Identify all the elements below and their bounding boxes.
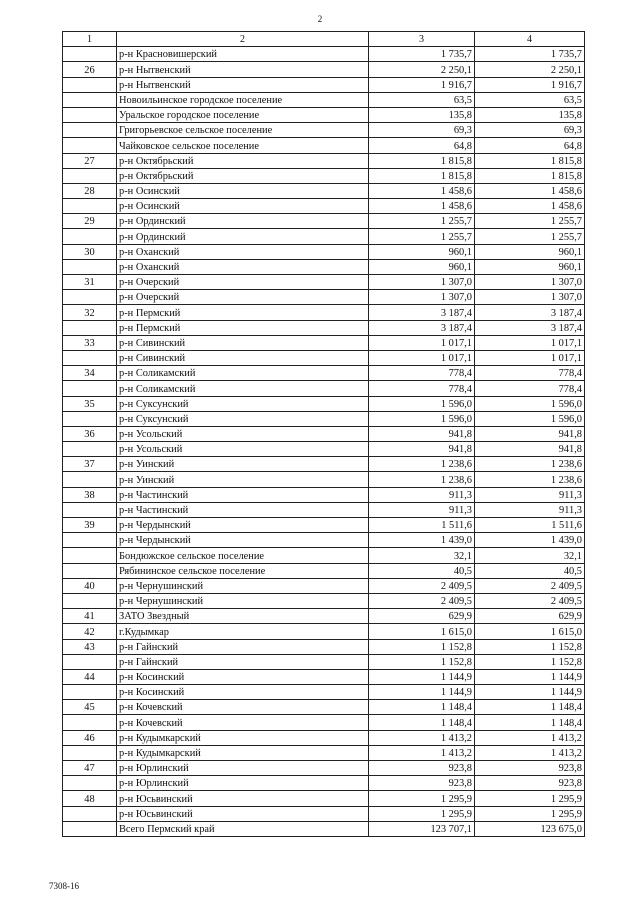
- value-col3: 1 295,9: [369, 791, 475, 806]
- row-number: 30: [63, 244, 117, 259]
- table-row: [63, 214, 585, 229]
- district-name: р-н Чернушинский: [117, 593, 369, 608]
- district-name: р-н Суксунский: [117, 396, 369, 411]
- table-row: [63, 669, 585, 684]
- value-col4: 1 307,0: [475, 275, 585, 290]
- value-col4: 1 413,2: [475, 745, 585, 760]
- value-col4: 1 148,4: [475, 715, 585, 730]
- district-name: г.Кудымкар: [117, 624, 369, 639]
- table-row: [63, 442, 585, 457]
- value-col3: 911,3: [369, 487, 475, 502]
- row-number: [63, 92, 117, 107]
- value-col4: 1 815,8: [475, 153, 585, 168]
- row-number: [63, 821, 117, 836]
- table-row: [63, 107, 585, 122]
- table-body: [63, 47, 585, 837]
- value-col3: 960,1: [369, 259, 475, 274]
- value-col4: 629,9: [475, 609, 585, 624]
- row-number: [63, 320, 117, 335]
- row-number: [63, 745, 117, 760]
- value-col3: 1 144,9: [369, 669, 475, 684]
- row-number: 31: [63, 275, 117, 290]
- district-name: р-н Нытвенский: [117, 77, 369, 92]
- district-name: р-н Соликамский: [117, 381, 369, 396]
- district-name: р-н Пермский: [117, 320, 369, 335]
- table-row: [63, 518, 585, 533]
- district-name: Григорьевское сельское поселение: [117, 123, 369, 138]
- district-name: р-н Октябрьский: [117, 153, 369, 168]
- district-name: р-н Суксунский: [117, 411, 369, 426]
- value-col3: 1 413,2: [369, 745, 475, 760]
- value-col4: 1 439,0: [475, 533, 585, 548]
- table-row: [63, 381, 585, 396]
- value-col3: 1 255,7: [369, 229, 475, 244]
- table-row: [63, 153, 585, 168]
- district-name: р-н Осинский: [117, 199, 369, 214]
- row-number: [63, 290, 117, 305]
- column-header-2: 2: [117, 32, 369, 47]
- district-name: р-н Сивинский: [117, 335, 369, 350]
- row-number: 46: [63, 730, 117, 745]
- value-col4: 1 458,6: [475, 199, 585, 214]
- row-number: [63, 381, 117, 396]
- value-col4: 2 250,1: [475, 62, 585, 77]
- document-code: 7308-16: [49, 881, 79, 891]
- row-number: 26: [63, 62, 117, 77]
- table-row: [63, 457, 585, 472]
- table-row: [63, 244, 585, 259]
- value-col3: 1 439,0: [369, 533, 475, 548]
- value-col4: 941,8: [475, 442, 585, 457]
- row-number: 44: [63, 669, 117, 684]
- value-col4: 960,1: [475, 259, 585, 274]
- value-col3: 69,3: [369, 123, 475, 138]
- value-col4: 1 144,9: [475, 669, 585, 684]
- table-row: [63, 199, 585, 214]
- value-col3: 1 511,6: [369, 518, 475, 533]
- value-col3: 1 307,0: [369, 275, 475, 290]
- value-col4: 1 238,6: [475, 457, 585, 472]
- value-col4: 1 152,8: [475, 639, 585, 654]
- district-name: р-н Косинский: [117, 669, 369, 684]
- value-col4: 1 255,7: [475, 229, 585, 244]
- value-col4: 32,1: [475, 548, 585, 563]
- value-col4: 1 255,7: [475, 214, 585, 229]
- district-name: р-н Осинский: [117, 183, 369, 198]
- row-number: [63, 259, 117, 274]
- district-name: р-н Красновишерский: [117, 47, 369, 62]
- value-col3: 2 250,1: [369, 62, 475, 77]
- data-table: [62, 31, 585, 837]
- value-col4: 1 916,7: [475, 77, 585, 92]
- table-row: [63, 776, 585, 791]
- table-row: [63, 821, 585, 836]
- district-name: р-н Оханский: [117, 244, 369, 259]
- value-col4: 1 413,2: [475, 730, 585, 745]
- table-row: [63, 639, 585, 654]
- value-col4: 135,8: [475, 107, 585, 122]
- district-name: Всего Пермский край: [117, 821, 369, 836]
- value-col3: 1 152,8: [369, 639, 475, 654]
- value-col3: 123 707,1: [369, 821, 475, 836]
- value-col3: 778,4: [369, 381, 475, 396]
- row-number: [63, 685, 117, 700]
- table-row: [63, 502, 585, 517]
- table-row: [63, 426, 585, 441]
- district-name: р-н Усольский: [117, 442, 369, 457]
- value-col4: 64,8: [475, 138, 585, 153]
- row-number: [63, 168, 117, 183]
- table-row: [63, 761, 585, 776]
- value-col3: 1 148,4: [369, 715, 475, 730]
- table-row: [63, 168, 585, 183]
- district-name: р-н Юсьвинский: [117, 806, 369, 821]
- district-name: р-н Очерский: [117, 275, 369, 290]
- value-col3: 1 458,6: [369, 199, 475, 214]
- value-col4: 960,1: [475, 244, 585, 259]
- value-col4: 1 735,7: [475, 47, 585, 62]
- row-number: [63, 411, 117, 426]
- district-name: р-н Уинский: [117, 457, 369, 472]
- value-col3: 1 815,8: [369, 168, 475, 183]
- table-row: [63, 685, 585, 700]
- value-col3: 1 238,6: [369, 457, 475, 472]
- district-name: Бондюжское сельское поселение: [117, 548, 369, 563]
- table-row: [63, 745, 585, 760]
- table-row: [63, 578, 585, 593]
- table-row: [63, 290, 585, 305]
- value-col4: 778,4: [475, 381, 585, 396]
- row-number: 27: [63, 153, 117, 168]
- page-number: 2: [317, 14, 323, 24]
- table-row: [63, 396, 585, 411]
- table-row: [63, 791, 585, 806]
- district-name: р-н Кудымкарский: [117, 730, 369, 745]
- table-row: [63, 411, 585, 426]
- value-col4: 1 511,6: [475, 518, 585, 533]
- row-number: 38: [63, 487, 117, 502]
- row-number: [63, 654, 117, 669]
- value-col3: 3 187,4: [369, 320, 475, 335]
- table-row: [63, 624, 585, 639]
- value-col3: 1 307,0: [369, 290, 475, 305]
- value-col3: 941,8: [369, 426, 475, 441]
- value-col4: 923,8: [475, 761, 585, 776]
- district-name: ЗАТО Звездный: [117, 609, 369, 624]
- value-col4: 1 295,9: [475, 791, 585, 806]
- table-row: [63, 715, 585, 730]
- district-name: р-н Ординский: [117, 214, 369, 229]
- value-col4: 2 409,5: [475, 578, 585, 593]
- district-name: р-н Юсьвинский: [117, 791, 369, 806]
- row-number: [63, 442, 117, 457]
- value-col3: 960,1: [369, 244, 475, 259]
- table-row: [63, 320, 585, 335]
- value-col3: 1 815,8: [369, 153, 475, 168]
- district-name: р-н Частинский: [117, 502, 369, 517]
- value-col3: 1 596,0: [369, 396, 475, 411]
- table-row: [63, 700, 585, 715]
- value-col4: 1 152,8: [475, 654, 585, 669]
- row-number: [63, 563, 117, 578]
- table-row: [63, 305, 585, 320]
- value-col4: 1 017,1: [475, 335, 585, 350]
- value-col3: 778,4: [369, 366, 475, 381]
- row-number: 28: [63, 183, 117, 198]
- value-col4: 778,4: [475, 366, 585, 381]
- row-number: [63, 776, 117, 791]
- value-col3: 63,5: [369, 92, 475, 107]
- value-col4: 911,3: [475, 502, 585, 517]
- district-name: р-н Чернушинский: [117, 578, 369, 593]
- value-col4: 1 148,4: [475, 700, 585, 715]
- district-name: р-н Усольский: [117, 426, 369, 441]
- value-col4: 3 187,4: [475, 320, 585, 335]
- value-col3: 1 017,1: [369, 335, 475, 350]
- district-name: р-н Гайнский: [117, 639, 369, 654]
- value-col4: 1 615,0: [475, 624, 585, 639]
- value-col3: 1 413,2: [369, 730, 475, 745]
- row-number: 37: [63, 457, 117, 472]
- row-number: 36: [63, 426, 117, 441]
- row-number: 32: [63, 305, 117, 320]
- value-col3: 1 144,9: [369, 685, 475, 700]
- row-number: 34: [63, 366, 117, 381]
- value-col4: 123 675,0: [475, 821, 585, 836]
- row-number: 39: [63, 518, 117, 533]
- district-name: р-н Сивинский: [117, 350, 369, 365]
- row-number: [63, 47, 117, 62]
- row-number: [63, 502, 117, 517]
- value-col3: 1 148,4: [369, 700, 475, 715]
- district-name: р-н Соликамский: [117, 366, 369, 381]
- row-number: 41: [63, 609, 117, 624]
- row-number: 33: [63, 335, 117, 350]
- value-col3: 1 615,0: [369, 624, 475, 639]
- table-row: [63, 730, 585, 745]
- table-row: [63, 472, 585, 487]
- value-col3: 1 735,7: [369, 47, 475, 62]
- district-name: р-н Ординский: [117, 229, 369, 244]
- value-col3: 1 295,9: [369, 806, 475, 821]
- table-row: [63, 654, 585, 669]
- value-col4: 69,3: [475, 123, 585, 138]
- table-row: [63, 335, 585, 350]
- value-col3: 1 017,1: [369, 350, 475, 365]
- table-row: [63, 62, 585, 77]
- district-name: р-н Гайнский: [117, 654, 369, 669]
- district-name: Рябининское сельское поселение: [117, 563, 369, 578]
- district-name: Новоильинское городское поселение: [117, 92, 369, 107]
- row-number: [63, 715, 117, 730]
- row-number: [63, 107, 117, 122]
- row-number: 43: [63, 639, 117, 654]
- row-number: [63, 229, 117, 244]
- row-number: [63, 806, 117, 821]
- district-name: р-н Чердынский: [117, 533, 369, 548]
- value-col4: 40,5: [475, 563, 585, 578]
- row-number: [63, 350, 117, 365]
- value-col3: 40,5: [369, 563, 475, 578]
- value-col4: 1 295,9: [475, 806, 585, 821]
- district-name: р-н Чердынский: [117, 518, 369, 533]
- value-col4: 923,8: [475, 776, 585, 791]
- table-row: [63, 183, 585, 198]
- row-number: [63, 123, 117, 138]
- table-row: [63, 229, 585, 244]
- value-col4: 911,3: [475, 487, 585, 502]
- table-row: [63, 593, 585, 608]
- column-header-3: 3: [369, 32, 475, 47]
- value-col4: 1 017,1: [475, 350, 585, 365]
- value-col4: 941,8: [475, 426, 585, 441]
- district-name: Чайковское сельское поселение: [117, 138, 369, 153]
- row-number: 48: [63, 791, 117, 806]
- district-name: р-н Кудымкарский: [117, 745, 369, 760]
- row-number: 45: [63, 700, 117, 715]
- value-col4: 1 307,0: [475, 290, 585, 305]
- value-col3: 911,3: [369, 502, 475, 517]
- value-col4: 63,5: [475, 92, 585, 107]
- district-name: р-н Юрлинский: [117, 776, 369, 791]
- table-row: [63, 548, 585, 563]
- district-name: Уральское городское поселение: [117, 107, 369, 122]
- value-col3: 3 187,4: [369, 305, 475, 320]
- district-name: р-н Октябрьский: [117, 168, 369, 183]
- table-row: [63, 806, 585, 821]
- row-number: 29: [63, 214, 117, 229]
- value-col4: 1 815,8: [475, 168, 585, 183]
- district-name: р-н Нытвенский: [117, 62, 369, 77]
- value-col4: 3 187,4: [475, 305, 585, 320]
- value-col3: 1 152,8: [369, 654, 475, 669]
- value-col4: 1 596,0: [475, 411, 585, 426]
- district-name: р-н Оханский: [117, 259, 369, 274]
- table-row: [63, 366, 585, 381]
- value-col3: 629,9: [369, 609, 475, 624]
- value-col3: 2 409,5: [369, 593, 475, 608]
- value-col3: 64,8: [369, 138, 475, 153]
- table-row: [63, 92, 585, 107]
- table-row: [63, 123, 585, 138]
- district-name: р-н Косинский: [117, 685, 369, 700]
- header-row: [63, 32, 585, 47]
- row-number: 42: [63, 624, 117, 639]
- district-name: р-н Кочевский: [117, 715, 369, 730]
- district-name: р-н Юрлинский: [117, 761, 369, 776]
- table-row: [63, 275, 585, 290]
- table-row: [63, 563, 585, 578]
- row-number: 47: [63, 761, 117, 776]
- row-number: [63, 548, 117, 563]
- value-col4: 1 596,0: [475, 396, 585, 411]
- value-col3: 1 596,0: [369, 411, 475, 426]
- value-col3: 941,8: [369, 442, 475, 457]
- value-col3: 135,8: [369, 107, 475, 122]
- district-name: р-н Кочевский: [117, 700, 369, 715]
- value-col3: 923,8: [369, 761, 475, 776]
- district-name: р-н Очерский: [117, 290, 369, 305]
- column-header-1: 1: [63, 32, 117, 47]
- district-name: р-н Частинский: [117, 487, 369, 502]
- value-col4: 2 409,5: [475, 593, 585, 608]
- row-number: 35: [63, 396, 117, 411]
- table-row: [63, 138, 585, 153]
- row-number: [63, 77, 117, 92]
- district-name: р-н Уинский: [117, 472, 369, 487]
- table-row: [63, 77, 585, 92]
- value-col4: 1 458,6: [475, 183, 585, 198]
- value-col3: 32,1: [369, 548, 475, 563]
- value-col3: 2 409,5: [369, 578, 475, 593]
- row-number: [63, 533, 117, 548]
- value-col3: 1 255,7: [369, 214, 475, 229]
- row-number: [63, 472, 117, 487]
- table-row: [63, 609, 585, 624]
- value-col3: 1 458,6: [369, 183, 475, 198]
- row-number: 40: [63, 578, 117, 593]
- table-row: [63, 487, 585, 502]
- column-header-4: 4: [475, 32, 585, 47]
- value-col4: 1 238,6: [475, 472, 585, 487]
- row-number: [63, 138, 117, 153]
- value-col4: 1 144,9: [475, 685, 585, 700]
- value-col3: 1 238,6: [369, 472, 475, 487]
- table-row: [63, 47, 585, 62]
- row-number: [63, 593, 117, 608]
- table-row: [63, 259, 585, 274]
- row-number: [63, 199, 117, 214]
- value-col3: 1 916,7: [369, 77, 475, 92]
- district-name: р-н Пермский: [117, 305, 369, 320]
- table-row: [63, 350, 585, 365]
- table-row: [63, 533, 585, 548]
- value-col3: 923,8: [369, 776, 475, 791]
